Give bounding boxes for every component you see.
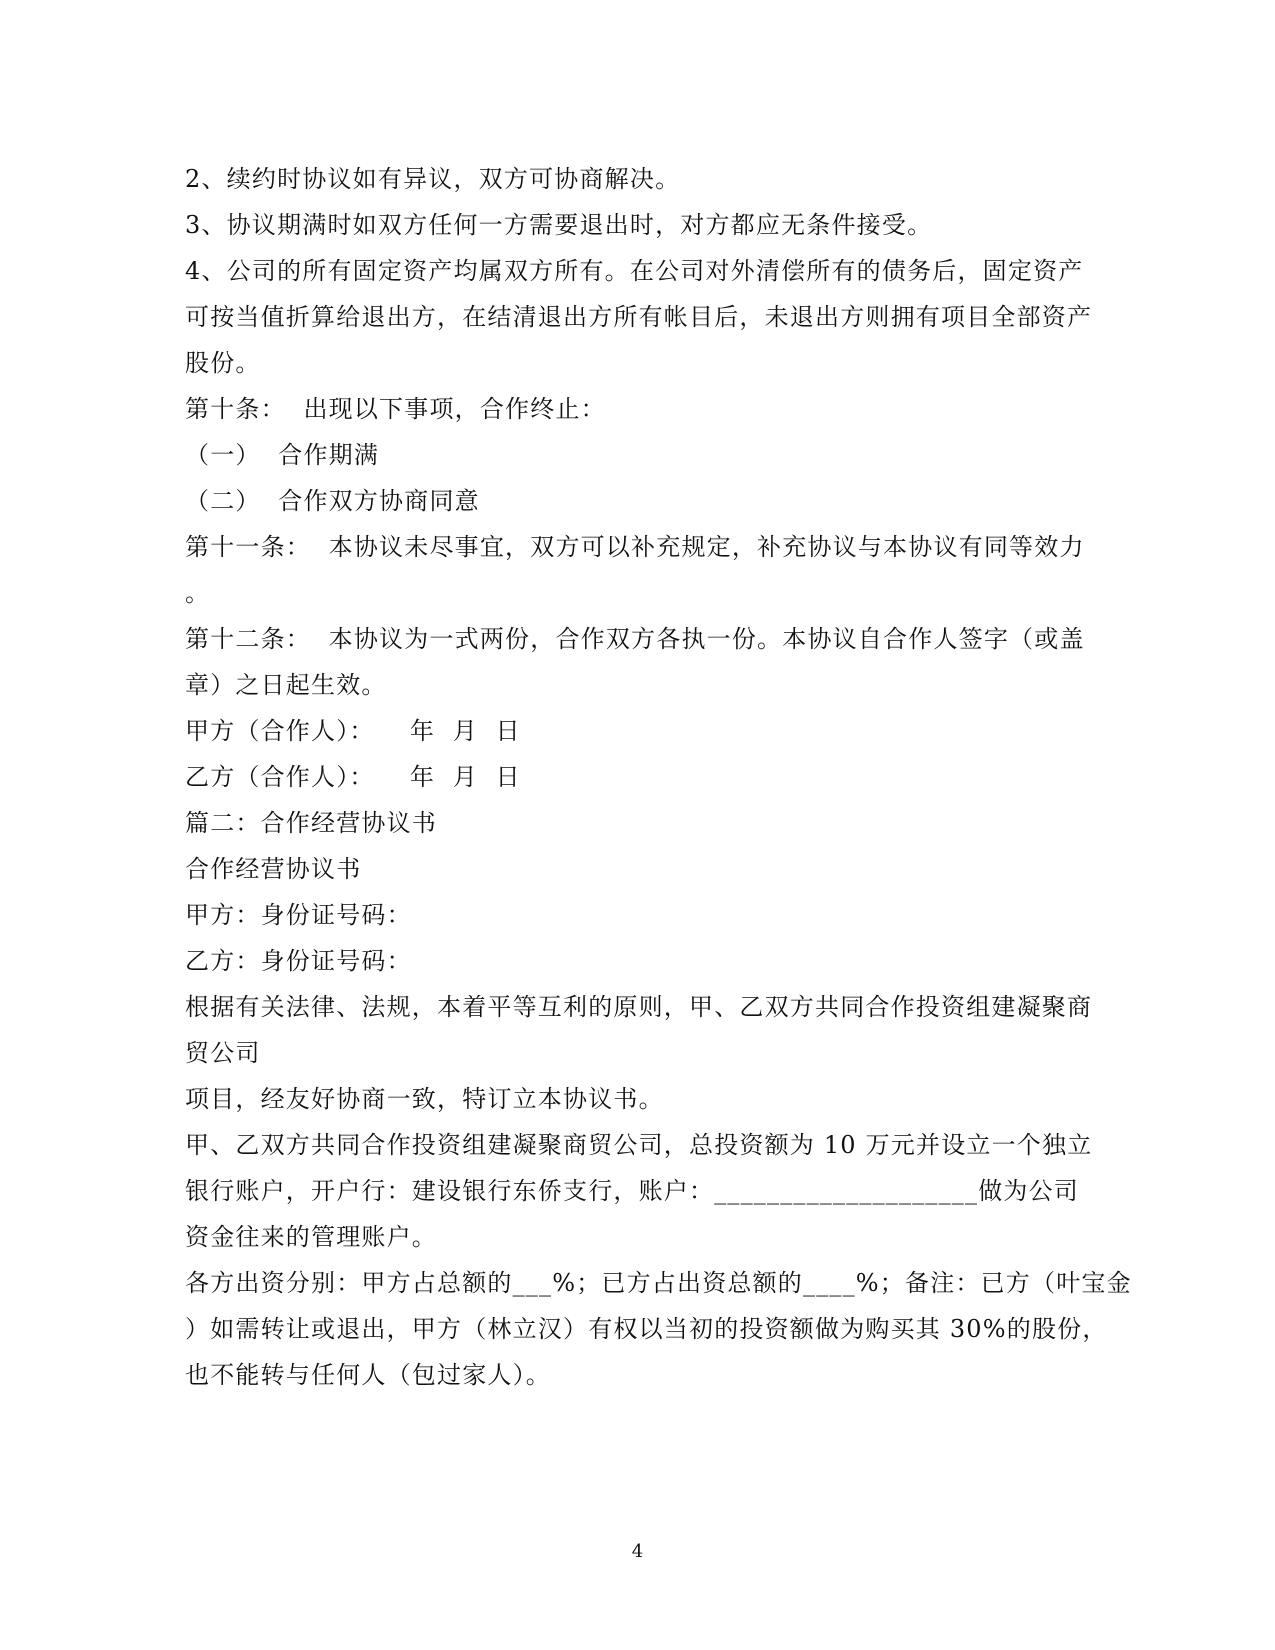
text-line: 银行账户，开户行：建设银行东侨支行，账户：____________________做为公司: [185, 1177, 1079, 1205]
text-line: 第十二条： 本协议为一式两份，合作双方各执一份。本协议自合作人签字（或盖: [185, 625, 1085, 653]
page-number: 4: [631, 1541, 644, 1562]
text-line: 项目，经友好协商一致，特订立本协议书。: [185, 1085, 664, 1113]
text-line: 第十一条： 本协议未尽事宜，双方可以补充规定，补充协议与本协议有同等效力: [185, 533, 1085, 561]
text-line: 3、协议期满时如双方任何一方需要退出时，对方都应无条件接受。: [185, 211, 933, 239]
text-line: 各方出资分别：甲方占总额的___%；已方占出资总额的____%；备注：已方（叶宝金: [185, 1269, 1132, 1297]
text-line: （二） 合作双方协商同意: [185, 487, 480, 515]
text-line: 章）之日起生效。: [185, 671, 387, 699]
text-line: 股份。: [185, 349, 261, 377]
text-line: 甲、乙双方共同合作投资组建凝聚商贸公司，总投资额为 10 万元并设立一个独立: [185, 1131, 1093, 1159]
text-line: 可按当值折算给退出方，在结清退出方所有帐目后，未退出方则拥有项目全部资产: [185, 303, 1093, 331]
text-line: 甲方：身份证号码：: [185, 901, 412, 929]
text-line: 2、续约时协议如有异议，双方可协商解决。: [185, 165, 681, 193]
text-line: 篇二：合作经营协议书: [185, 809, 437, 837]
text-line: （一） 合作期满: [185, 441, 380, 469]
text-line: 4、公司的所有固定资产均属双方所有。在公司对外清偿所有的债务后，固定资产: [185, 257, 1084, 285]
text-line: 合作经营协议书: [185, 855, 362, 883]
text-line: 第十条： 出现以下事项，合作终止：: [185, 395, 606, 423]
text-line: 根据有关法律、法规，本着平等互利的原则，甲、乙双方共同合作投资组建凝聚商: [185, 993, 1093, 1021]
text-line: 乙方（合作人）： 年 月 日: [185, 763, 521, 791]
text-line: 乙方：身份证号码：: [185, 947, 412, 975]
text-line: ）如需转让或退出，甲方（林立汉）有权以当初的投资额做为购买其 30%的股份，: [185, 1315, 1108, 1343]
text-line: 贸公司: [185, 1039, 261, 1067]
text-line: 甲方（合作人）： 年 月 日: [185, 717, 521, 745]
text-line: 。: [185, 579, 211, 607]
text-line: 也不能转与任何人（包过家人）。: [185, 1361, 551, 1389]
text-line: 资金往来的管理账户。: [185, 1223, 437, 1251]
